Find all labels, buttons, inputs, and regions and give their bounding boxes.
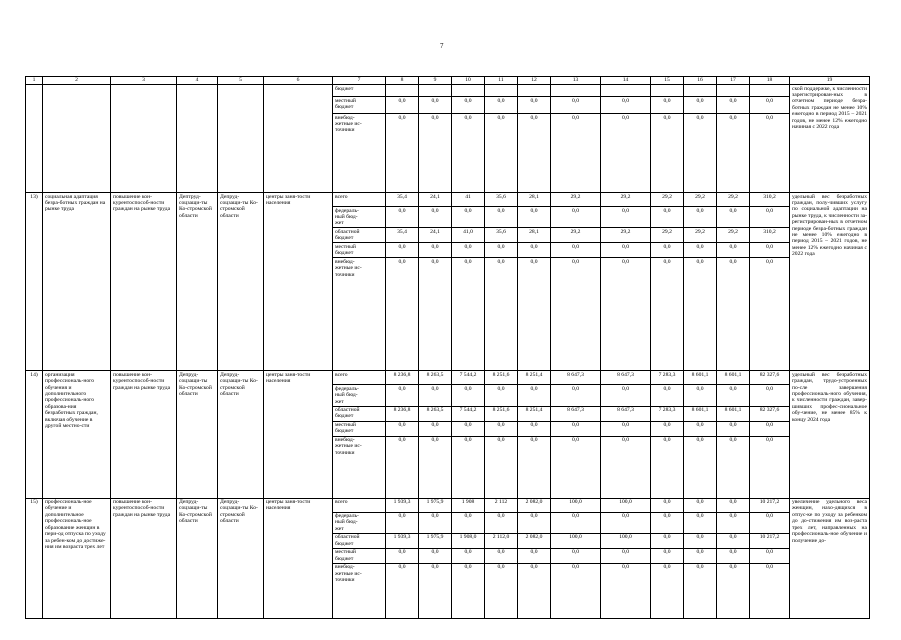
funding-value: 0,0 — [518, 436, 551, 498]
funding-value: 29,2 — [601, 228, 651, 243]
funding-value: 7 283,3 — [651, 371, 684, 385]
measure-goal: повышение кон-курентоспособ-ности граждан на рынке труда — [111, 371, 177, 498]
measure-number: 13) — [26, 193, 43, 371]
funding-value: 2 082,0 — [518, 533, 551, 548]
executor-cell — [177, 85, 218, 193]
funding-value: 0,0 — [551, 436, 601, 498]
empty-value-cell — [485, 85, 518, 97]
funding-value: 8 251,6 — [485, 406, 518, 421]
empty-value-cell — [518, 85, 551, 97]
continuation-row — [26, 85, 870, 97]
column-header: 15 — [651, 77, 684, 85]
funding-value: 0,0 — [419, 207, 452, 228]
funding-value: 0,0 — [419, 436, 452, 498]
empty-value-cell — [601, 85, 651, 97]
funding-value: 0,0 — [419, 114, 452, 193]
measure-name: профессиональ-ное обучение и дополнительное профессиональ-ное образование женщин в пери-од отпуска по уходу за ребен-ком до достиже-ния им возраста трех лет — [43, 498, 111, 618]
funding-source: федераль- ный бюд- жет — [333, 385, 386, 406]
column-header: 14 — [601, 77, 651, 85]
funding-value: 0,0 — [651, 563, 684, 618]
funding-value: 0,0 — [750, 385, 790, 406]
funding-value: 0,0 — [551, 258, 601, 371]
funding-value: 100,0 — [551, 533, 601, 548]
measure-name: социальная адаптация безра-ботных граждан на рынке труда — [43, 193, 111, 371]
empty-value-cell — [419, 85, 452, 97]
empty-value-cell — [452, 85, 485, 97]
page-number: 7 — [440, 42, 444, 50]
funding-value: 28,1 — [518, 193, 551, 207]
funding-value: 0,0 — [452, 97, 485, 114]
funding-value: 2 082,0 — [518, 498, 551, 512]
funding-value: 0,0 — [485, 436, 518, 498]
funding-value: 0,0 — [684, 548, 717, 563]
measure-number: 15) — [26, 498, 43, 618]
funding-value: 0,0 — [518, 421, 551, 436]
funding-value: 8 647,3 — [551, 406, 601, 421]
funding-value: 0,0 — [651, 114, 684, 193]
funding-value: 2 112 — [485, 498, 518, 512]
funding-value: 35,4 — [386, 193, 419, 207]
funding-value: 0,0 — [684, 533, 717, 548]
funding-value: 0,0 — [684, 421, 717, 436]
funding-value: 0,0 — [452, 563, 485, 618]
funding-value: 0,0 — [452, 548, 485, 563]
funding-value: 0,0 — [684, 114, 717, 193]
funding-source: областной бюджет — [333, 228, 386, 243]
funding-value: 0,0 — [750, 563, 790, 618]
funding-value: 310,2 — [750, 228, 790, 243]
funding-value: 0,0 — [601, 97, 651, 114]
funding-value: 0,0 — [717, 207, 750, 228]
funding-value: 0,0 — [386, 436, 419, 498]
funding-value: 0,0 — [551, 97, 601, 114]
funding-value: 1 975,9 — [419, 498, 452, 512]
funding-value: 0,0 — [386, 114, 419, 193]
funding-value: 0,0 — [551, 207, 601, 228]
funding-value: 0,0 — [485, 97, 518, 114]
funding-value: 0,0 — [419, 243, 452, 258]
funding-value: 0,0 — [601, 563, 651, 618]
funding-value: 0,0 — [684, 243, 717, 258]
column-header: 18 — [750, 77, 790, 85]
funding-value: 29,2 — [684, 193, 717, 207]
funding-source: местный бюджет — [333, 548, 386, 563]
column-header: 6 — [264, 77, 333, 85]
funding-source: местный бюджет — [333, 421, 386, 436]
funding-value: 0,0 — [684, 97, 717, 114]
name-cell — [43, 85, 111, 193]
funding-value: 8 236,8 — [386, 371, 419, 385]
column-header: 17 — [717, 77, 750, 85]
funding-value: 0,0 — [750, 436, 790, 498]
funding-value: 0,0 — [386, 563, 419, 618]
funding-value: 7 544,2 — [452, 371, 485, 385]
funding-value: 0,0 — [419, 385, 452, 406]
funding-value: 0,0 — [485, 563, 518, 618]
measure-row — [26, 371, 870, 385]
funding-value: 35,4 — [386, 228, 419, 243]
funding-value: 28,1 — [518, 228, 551, 243]
funding-value: 0,0 — [601, 207, 651, 228]
goal-cell — [111, 85, 177, 193]
indicator-cell: ской поддержке, к численности зарегистрирован-ных в отчетном периоде безра-ботных граждан не менее 10% ежегодно в период 2015 – 2021 годов, не менее 12% ежегодно начиная с 2022 года — [790, 85, 870, 193]
funding-value: 1 939,3 — [386, 533, 419, 548]
funding-source: всего — [333, 498, 386, 512]
funding-value: 0,0 — [518, 114, 551, 193]
funding-value: 0,0 — [601, 421, 651, 436]
column-header: 11 — [485, 77, 518, 85]
funding-value: 0,0 — [750, 258, 790, 371]
funding-value: 0,0 — [419, 548, 452, 563]
funding-value: 0,0 — [601, 114, 651, 193]
funding-source: федераль- ный бюд- жет — [333, 207, 386, 228]
funding-value: 0,0 — [485, 258, 518, 371]
funding-value: 0,0 — [419, 512, 452, 533]
funding-value: 0,0 — [518, 97, 551, 114]
funding-value: 1 975,9 — [419, 533, 452, 548]
budget-table — [25, 76, 870, 619]
funding-value: 0,0 — [485, 512, 518, 533]
funding-source: внебюд- жетные ис- точники — [333, 563, 386, 618]
funding-value: 0,0 — [651, 436, 684, 498]
funding-value: 8 263,5 — [419, 371, 452, 385]
funding-value: 0,0 — [750, 512, 790, 533]
measure-participant: центры заня-тости населения — [264, 498, 333, 618]
funding-value: 0,0 — [651, 97, 684, 114]
measure-number: 14) — [26, 371, 43, 498]
funding-value: 0,0 — [684, 436, 717, 498]
column-header: 9 — [419, 77, 452, 85]
funding-value: 1 908 — [452, 498, 485, 512]
funding-value: 0,0 — [750, 114, 790, 193]
funding-value: 24,1 — [419, 193, 452, 207]
funding-value: 0,0 — [386, 421, 419, 436]
target-indicator: удельный вес безработных граждан, полу-чивших услугу по социальной адаптации на рынке труда, к численности за-регистрирован-ных в отчетном периоде безра-ботных граждан не менее 10% ежегодно в период 2015 – 2021 годов, не менее 12% ежегодно начиная с 2022 года — [790, 193, 870, 371]
funding-value: 0,0 — [485, 385, 518, 406]
funding-value: 0,0 — [551, 512, 601, 533]
measure-name: организация профессиональ-ного обучения и дополнительного профессиональ-ного образова-ния безработных граждан, включая обучение в другой местно-сти — [43, 371, 111, 498]
funding-value: 0,0 — [518, 512, 551, 533]
funding-value: 100,0 — [551, 498, 601, 512]
funding-value: 0,0 — [651, 533, 684, 548]
funding-value: 0,0 — [518, 563, 551, 618]
funding-source: местный бюджет — [333, 243, 386, 258]
participant-cell — [264, 85, 333, 193]
funding-value: 8 263,5 — [419, 406, 452, 421]
column-header: 2 — [43, 77, 111, 85]
funding-source-fragment: бюджет — [333, 85, 386, 97]
measure-participant: центры заня-тости населения — [264, 193, 333, 371]
funding-value: 1 939,3 — [386, 498, 419, 512]
empty-value-cell — [750, 85, 790, 97]
measure-executor: Дептруд-соцзащи-ты Ко-стромской области — [177, 193, 218, 371]
funding-source: областной бюджет — [333, 406, 386, 421]
funding-value: 0,0 — [651, 385, 684, 406]
measure-row — [26, 193, 870, 207]
funding-value: 0,0 — [551, 243, 601, 258]
funding-value: 0,0 — [386, 385, 419, 406]
funding-value: 7 544,2 — [452, 406, 485, 421]
funding-source: областной бюджет — [333, 533, 386, 548]
funding-value: 24,1 — [419, 228, 452, 243]
funding-value: 0,0 — [717, 436, 750, 498]
funding-value: 0,0 — [717, 385, 750, 406]
funding-value: 41,0 — [452, 228, 485, 243]
target-indicator: удельный вес безработных граждан, трудо-устроенных по-сле завершения профессиональ-ного обучения, к численности граждан, завер-шивших профес-сиональное обу-чение, не менее 85% к концу 2024 года — [790, 371, 870, 498]
funding-value: 8 236,8 — [386, 406, 419, 421]
funding-value: 0,0 — [601, 512, 651, 533]
funding-value: 0,0 — [601, 258, 651, 371]
funding-source: внебюд- жетные ис- точники — [333, 258, 386, 371]
funding-value: 0,0 — [684, 385, 717, 406]
funding-value: 0,0 — [601, 243, 651, 258]
funding-value: 0,0 — [452, 243, 485, 258]
funding-value: 35,6 — [485, 228, 518, 243]
empty-value-cell — [386, 85, 419, 97]
funding-value: 8 601,1 — [717, 371, 750, 385]
funding-value: 0,0 — [485, 243, 518, 258]
funding-value: 0,0 — [717, 563, 750, 618]
funding-value: 0,0 — [386, 548, 419, 563]
funding-value: 0,0 — [518, 258, 551, 371]
empty-value-cell — [684, 85, 717, 97]
funding-value: 0,0 — [551, 421, 601, 436]
funding-value: 0,0 — [419, 421, 452, 436]
funding-value: 8 647,3 — [551, 371, 601, 385]
funding-value: 0,0 — [601, 436, 651, 498]
funding-value: 0,0 — [518, 385, 551, 406]
funding-value: 0,0 — [684, 498, 717, 512]
funding-value: 0,0 — [518, 207, 551, 228]
funding-source: федераль- ный бюд- жет — [333, 512, 386, 533]
funding-value: 0,0 — [750, 548, 790, 563]
funding-value: 8 251,4 — [518, 406, 551, 421]
funding-value: 29,2 — [651, 193, 684, 207]
funding-value: 0,0 — [651, 548, 684, 563]
funding-value: 0,0 — [386, 512, 419, 533]
funding-value: 0,0 — [684, 563, 717, 618]
funding-value: 0,0 — [386, 243, 419, 258]
empty-value-cell — [551, 85, 601, 97]
funding-value: 8 251,6 — [485, 371, 518, 385]
funding-value: 0,0 — [717, 512, 750, 533]
funding-value: 0,0 — [452, 421, 485, 436]
funding-value: 0,0 — [551, 563, 601, 618]
column-header: 16 — [684, 77, 717, 85]
target-indicator: увеличение удельного веса женщин, нахо-дящихся в отпус-ке по уходу за ребенком до до-стижения им воз-раста трех лет, направленных на профессиональ-ное обучение и получение до- — [790, 498, 870, 618]
funding-value: 0,0 — [386, 207, 419, 228]
funding-value: 0,0 — [750, 421, 790, 436]
column-header: 4 — [177, 77, 218, 85]
funding-value: 0,0 — [386, 97, 419, 114]
funding-value: 8 647,3 — [601, 406, 651, 421]
funding-value: 0,0 — [485, 421, 518, 436]
funding-source: внебюд- жетные ис- точники — [333, 114, 386, 193]
funding-value: 0,0 — [601, 385, 651, 406]
funding-value: 0,0 — [750, 97, 790, 114]
funding-value: 0,0 — [452, 512, 485, 533]
customer-cell — [218, 85, 264, 193]
funding-value: 0,0 — [651, 498, 684, 512]
measure-goal: повышение кон-курентоспособ-ности граждан на рынке труда — [111, 498, 177, 618]
column-header: 3 — [111, 77, 177, 85]
funding-value: 0,0 — [717, 498, 750, 512]
funding-value: 29,2 — [717, 193, 750, 207]
measure-row — [26, 498, 870, 512]
funding-value: 82 327,6 — [750, 406, 790, 421]
funding-value: 0,0 — [717, 548, 750, 563]
funding-value: 0,0 — [651, 207, 684, 228]
funding-value: 0,0 — [717, 97, 750, 114]
funding-value: 8 601,1 — [717, 406, 750, 421]
funding-value: 0,0 — [419, 258, 452, 371]
funding-value: 0,0 — [551, 114, 601, 193]
funding-source: местный бюджет — [333, 97, 386, 114]
number-cell — [26, 85, 43, 193]
funding-value: 8 601,1 — [684, 371, 717, 385]
funding-value: 0,0 — [651, 258, 684, 371]
funding-value: 0,0 — [419, 563, 452, 618]
funding-value: 35,6 — [485, 193, 518, 207]
column-header: 19 — [790, 77, 870, 85]
funding-value: 0,0 — [485, 207, 518, 228]
funding-value: 82 327,6 — [750, 371, 790, 385]
column-header: 8 — [386, 77, 419, 85]
funding-value: 0,0 — [419, 97, 452, 114]
funding-value: 0,0 — [651, 512, 684, 533]
funding-value: 0,0 — [684, 258, 717, 371]
funding-value: 29,2 — [684, 228, 717, 243]
funding-value: 8 251,4 — [518, 371, 551, 385]
funding-value: 1 908,0 — [452, 533, 485, 548]
funding-value: 0,0 — [651, 421, 684, 436]
measure-customer: Депруд-соцзащи-ты Ко-стромской области — [218, 498, 264, 618]
funding-value: 0,0 — [386, 258, 419, 371]
funding-value: 0,0 — [717, 258, 750, 371]
empty-value-cell — [651, 85, 684, 97]
column-header: 1 — [26, 77, 43, 85]
column-header-row — [26, 77, 870, 85]
funding-value: 100,0 — [601, 498, 651, 512]
funding-value: 0,0 — [518, 243, 551, 258]
funding-value: 0,0 — [485, 114, 518, 193]
column-header: 10 — [452, 77, 485, 85]
funding-value: 0,0 — [452, 385, 485, 406]
funding-value: 8 601,1 — [684, 406, 717, 421]
funding-value: 29,2 — [717, 228, 750, 243]
funding-value: 0,0 — [551, 385, 601, 406]
funding-value: 0,0 — [717, 421, 750, 436]
funding-value: 0,0 — [452, 258, 485, 371]
funding-value: 0,0 — [485, 548, 518, 563]
funding-value: 0,0 — [452, 114, 485, 193]
column-header: 13 — [551, 77, 601, 85]
funding-value: 10 217,2 — [750, 498, 790, 512]
column-header: 7 — [333, 77, 386, 85]
funding-value: 29,2 — [551, 228, 601, 243]
measure-customer: Депруд-соцзащи-ты Ко-стромской области — [218, 371, 264, 498]
column-header: 5 — [218, 77, 264, 85]
funding-value: 0,0 — [717, 533, 750, 548]
funding-value: 0,0 — [717, 243, 750, 258]
funding-value: 0,0 — [684, 207, 717, 228]
measure-participant: центры заня-тости населения — [264, 371, 333, 498]
measure-customer: Депруд-соцзащи-ты Ко-стромской области — [218, 193, 264, 371]
measure-executor: Депруд-соцзащи-ты Ко-стромской области — [177, 498, 218, 618]
funding-value: 41 — [452, 193, 485, 207]
funding-value: 0,0 — [750, 243, 790, 258]
funding-value: 0,0 — [518, 548, 551, 563]
funding-value: 0,0 — [651, 243, 684, 258]
funding-value: 29,2 — [651, 228, 684, 243]
funding-value: 0,0 — [750, 207, 790, 228]
empty-value-cell — [717, 85, 750, 97]
funding-value: 2 112,0 — [485, 533, 518, 548]
funding-source: всего — [333, 193, 386, 207]
funding-value: 100,0 — [601, 533, 651, 548]
measure-executor: Депруд-соцзащи-ты Ко-стромской области — [177, 371, 218, 498]
funding-value: 10 217,2 — [750, 533, 790, 548]
measure-goal: повышение кон-курентоспособ-ности граждан на рынке труда — [111, 193, 177, 371]
funding-source: внебюд- жетные ис- точники — [333, 436, 386, 498]
funding-value: 310,2 — [750, 193, 790, 207]
funding-value: 7 283,3 — [651, 406, 684, 421]
funding-value: 8 647,3 — [601, 371, 651, 385]
funding-value: 0,0 — [684, 512, 717, 533]
funding-value: 0,0 — [452, 436, 485, 498]
funding-source: всего — [333, 371, 386, 385]
funding-value: 0,0 — [452, 207, 485, 228]
column-header: 12 — [518, 77, 551, 85]
funding-value: 29,2 — [601, 193, 651, 207]
funding-value: 29,2 — [551, 193, 601, 207]
funding-value: 0,0 — [717, 114, 750, 193]
funding-value: 0,0 — [551, 548, 601, 563]
funding-value: 0,0 — [601, 548, 651, 563]
